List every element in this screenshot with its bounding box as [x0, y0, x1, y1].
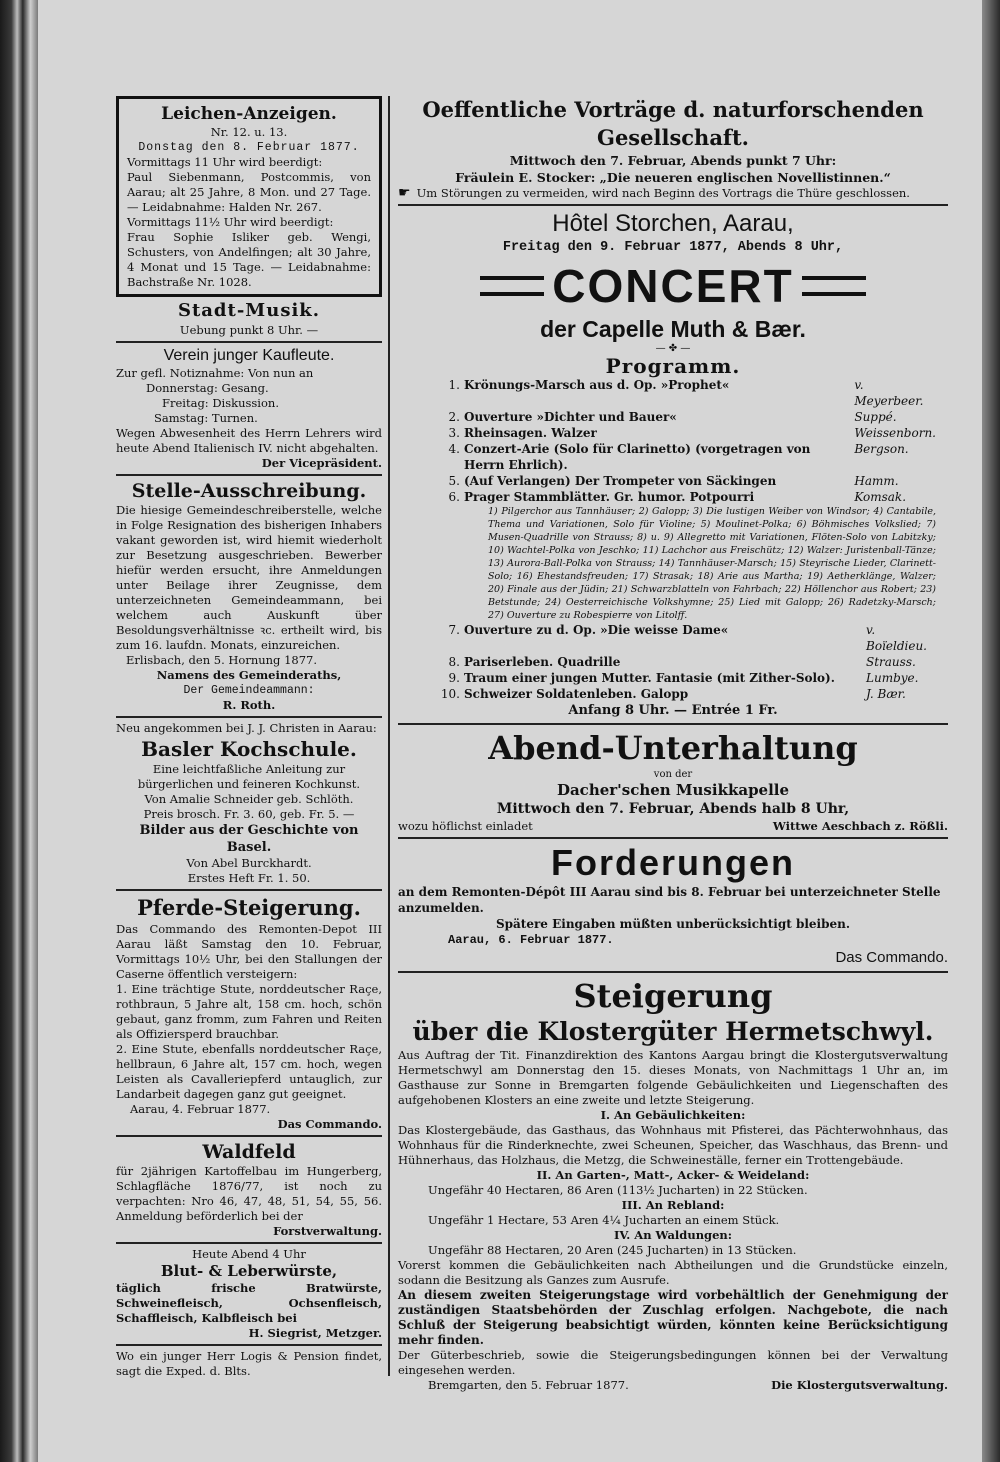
program-item-composer: Weissenborn. [854, 426, 936, 440]
program-item [438, 654, 938, 670]
leichen-time-2: Vormittags 11½ Uhr wird beerdigt: [127, 215, 334, 229]
vortrag-date: Mittwoch den 7. Februar, Abends punkt 7 Uhr: [509, 153, 837, 168]
concert-footer: Anfang 8 Uhr. — Entrée 1 Fr. [568, 703, 778, 718]
verein-sign: Der Vicepräsident. [261, 456, 382, 470]
steigerung-h1: I. An Gebäulichkeiten: [600, 1108, 746, 1122]
program-item-work: Rheinsagen. Walzer [464, 426, 597, 440]
verein-title: Verein junger Kaufleute. [163, 347, 335, 364]
program-item-work: Conzert-Arie (Solo für Clarinetto) (vorgetragen von Herrn Ehrlich). [464, 442, 811, 472]
steigerung-sub: über die Klostergüter Hermetschwyl. [412, 1017, 934, 1046]
pointing-hand-icon: ☛ [398, 185, 411, 201]
waldfeld-text: für 2jährigen Kartoffelbau im Hungerberg, Schlagfläche 1876/77, ist noch zu verpachten: Nro 46, 47, 48, 51, 54, 55, 56. Anmeldung beförderlich bei der [116, 1164, 382, 1223]
program-item [438, 686, 938, 702]
steigerung-bold: An diesem zweiten Steigerungstage wird vorbehältlich der Genehmigung der zuständigen Staatsbehörden der Zuschlag erfolgen. Nachgebote, die nach Schluß der Steigerung beabsichtigt würden, könnten keine Berücksichtigung mehr finden. [398, 1288, 948, 1347]
basler-intro: Neu angekommen bei J. J. Christen in Aarau: [116, 721, 377, 735]
leichen-anzeigen [116, 96, 382, 297]
program-item-composer: J. Bær. [866, 687, 906, 701]
steigerung-intro: Aus Auftrag der Tit. Finanzdirektion des Kantons Aargau bringt die Klostergutsverwaltung Hermetschwyl am Donnerstag den 15. dieses Monats, von Nachmittags 1 Uhr an, im Gasthause zur Sonne in Bremgarten folgende Gebäulichkeiten und Liegenschaften des aufgehobenen Klosters an eine zweite und letzte Steigerung. [398, 1048, 948, 1107]
program-item-number: 1. [448, 378, 460, 392]
verein-intro: Zur gefl. Notiznahme: Von nun an [116, 366, 314, 380]
concert-band: der Capelle Muth & Bær. [540, 316, 806, 342]
program-item-number: 3. [448, 426, 460, 440]
program-item-work: Ouverture zu d. Op. »Die weisse Dame« [464, 623, 729, 637]
program-item-work: Schweizer Soldatenleben. Galopp [464, 687, 689, 701]
program-item-composer: Bergson. [854, 442, 909, 456]
steigerung-t4: Ungefähr 88 Hectaren, 20 Aren (245 Jucharten) in 13 Stücken. [428, 1243, 797, 1257]
program-item [438, 670, 938, 686]
vortrag-title: Oeffentliche Vorträge d. naturforschenden Gesellschaft. [422, 97, 924, 150]
stelle-text: Die hiesige Gemeindeschreiberstelle, welche in Folge Resignation des bisherigen Inhabers vakant geworden ist, wird hiemit wiederholt zur Besetzung ausgeschrieben. Bewerber hiefür werden ersucht, ihre Anmeldungen unter Beilage ihrer Zeugnisse, dem unterzeichneten Gemeindeammann, bei welchem auch Auskunft über Besoldungsverhältnisse ꝛc. ertheilt wird, bis zum 16. laufdn. Monats, einzureichen. [116, 503, 382, 652]
basler-title: Basler Kochschule. [141, 737, 357, 761]
stelle-title: Stelle-Ausschreibung. [131, 480, 367, 502]
abend-left: wozu höflichst einladet [398, 819, 533, 833]
pferde-place: Aarau, 4. Februar 1877. [130, 1102, 271, 1116]
basler-author-2: Von Abel Burckhardt. [186, 856, 312, 870]
steigerung-t2: Ungefähr 40 Hectaren, 86 Aren (113½ Jucharten) in 22 Stücken. [428, 1183, 808, 1197]
program-item-work: (Auf Verlangen) Der Trompeter von Säckingen [464, 474, 777, 488]
leichen-time-1: Vormittags 11 Uhr wird beerdigt: [127, 155, 323, 169]
steigerung-t6: Der Güterbeschrieb, sowie die Steigerungsbedingungen können bei der Verwaltung eingesehen werden. [398, 1348, 948, 1377]
column-divider [388, 96, 390, 1376]
program-table-2 [438, 622, 938, 702]
basler-sub: Eine leichtfaßliche Anleitung zur bürgerlichen und feineren Kochkunst. [137, 762, 361, 791]
steigerung-h4: IV. An Waldungen: [613, 1228, 733, 1242]
forderungen-text-2: Spätere Eingaben müßten unberücksichtigt bleiben. [495, 917, 851, 931]
abend-von: von der [653, 769, 693, 780]
program-item-work: Ouverture »Dichter und Bauer« [464, 410, 677, 424]
program-item-number: 7. [448, 623, 460, 637]
stadtmusik-text: Uebung punkt 8 Uhr. — [179, 323, 319, 337]
steigerung-h2: II. An Garten-, Matt-, Acker- & Weideland: [536, 1168, 810, 1182]
waldfeld-title: Waldfeld [202, 1141, 296, 1163]
stelle-sign-3: R. Roth. [222, 698, 276, 712]
left-column [116, 96, 382, 1379]
program-item-composer: Suppé. [854, 410, 897, 424]
verein-text: Wegen Abwesenheit des Herrn Lehrers wird heute Abend Italienisch IV. nicht abgehalten. [116, 426, 382, 455]
basler-author: Von Amalie Schneider geb. Schlöth. [144, 792, 354, 806]
steigerung-h3: III. An Rebland: [621, 1198, 725, 1212]
program-item-composer: Strauss. [866, 655, 916, 669]
program-item [438, 622, 938, 654]
steigerung-t3: Ungefähr 1 Hectare, 53 Aren 4¼ Jucharten an einem Stück. [428, 1213, 780, 1227]
vortrag-note: Um Störungen zu vermeiden, wird nach Beginn des Vortrags die Thüre geschlossen. [416, 186, 910, 200]
verein-line-1: Donnerstag: Gesang. [146, 381, 269, 395]
concert-venue: Hôtel Storchen, Aarau, [552, 210, 794, 237]
steigerung-t5: Vorerst kommen die Gebäulichkeiten nach Abtheilungen und die Grundstücke einzeln, sodann die Besitzung als Ganzes zum Ausrufe. [398, 1258, 948, 1287]
program-item-composer: Komsak. [854, 490, 907, 504]
arrow-right-ornament [802, 276, 866, 296]
pferde-text: Das Commando des Remonten-Depot III Aarau läßt Samstag den 10. Februar, Vormittags 10½ Uhr, bei den Stallungen der Caserne öffentlich versteigern: [116, 922, 382, 981]
stadtmusik-title: Stadt-Musik. [177, 300, 321, 321]
concert-date: Freitag den 9. Februar 1877, Abends 8 Uhr, [502, 240, 844, 255]
leichen-date: Donstag den 8. Februar 1877. [138, 141, 360, 154]
wurst-sign: H. Siegrist, Metzger. [248, 1326, 382, 1340]
page-edge [982, 0, 1000, 1462]
wurst-text: täglich frische Bratwürste, Schweinefleisch, Ochsenfleisch, Schaffleisch, Kalbfleisch bei [116, 1281, 382, 1325]
program-item-number: 5. [448, 474, 460, 488]
forderungen-title: Forderungen [551, 842, 795, 883]
program-item [438, 489, 938, 505]
steigerung-sign: Die Klostergutsverwaltung. [771, 1378, 948, 1392]
basler-title-2: Bilder aus der Geschichte von Basel. [139, 823, 359, 855]
forderungen-place: Aarau, 6. Februar 1877. [448, 933, 614, 947]
program-table [438, 377, 938, 505]
logis-text: Wo ein junger Herr Logis & Pension findet, sagt die Exped. d. Blts. [116, 1349, 382, 1378]
leichen-title: Leichen-Anzeigen. [161, 104, 337, 124]
abend-title: Abend-Unterhaltung [488, 729, 858, 767]
program-item-composer: v. Meyerbeer. [854, 378, 924, 408]
steigerung-title: Steigerung [573, 977, 773, 1015]
pferde-title: Pferde-Steigerung. [137, 895, 361, 920]
program-item-number: 2. [448, 410, 460, 424]
vortrag-speaker: Fräulein E. Stocker: „Die neueren englischen Novellistinnen.“ [455, 170, 891, 185]
program-item [438, 425, 938, 441]
book-binding [0, 0, 38, 1462]
leichen-nr: Nr. 12. u. 13. [210, 125, 288, 139]
program-item-work: Traum einer jungen Mutter. Fantasie (mit Zither-Solo). [464, 671, 835, 685]
stelle-sign-2: Der Gemeindeammann: [183, 684, 315, 697]
waldfeld-sign: Forstverwaltung. [273, 1224, 382, 1238]
program-item [438, 473, 938, 489]
leichen-text-2: Frau Sophie Isliker geb. Wengi, Schusters, von Andelfingen; alt 30 Jahre, 4 Monat und 15 Tage. — Leidabnahme: Bachstraße Nr. 1028. [127, 230, 371, 289]
program-item [438, 377, 938, 409]
leichen-text-1: Paul Siebenmann, Postcommis, von Aarau; alt 25 Jahre, 8 Mon. und 27 Tage. — Leidabnahme: Halden Nr. 267. [127, 170, 371, 214]
basler-price: Preis brosch. Fr. 3. 60, geb. Fr. 5. — [143, 807, 355, 821]
basler-heft: Erstes Heft Fr. 1. 50. [187, 871, 311, 885]
abend-sign: Wittwe Aeschbach z. Rößli. [772, 819, 948, 833]
program-item-number: 10. [440, 687, 460, 701]
program-item-work: Krönungs-Marsch aus d. Op. »Prophet« [464, 378, 730, 392]
wurst-title: Blut- & Leberwürste, [160, 1262, 338, 1280]
verein-line-3: Samstag: Turnen. [154, 411, 258, 425]
pferde-item-2: 2. Eine Stute, ebenfalls norddeutscher Raçe, hellbraun, 6 Jahre alt, 157 cm. hoch, wegen Leisten als Cavalleriepferd untauglich, zur Landarbeit dagegen ganz gut geeignet. [116, 1042, 382, 1101]
concert-title: CONCERT [552, 260, 794, 312]
arrow-left-ornament [480, 276, 544, 296]
program-item-work: Prager Stammblätter. Gr. humor. Potpourri [464, 490, 755, 504]
pferde-sign: Das Commando. [277, 1117, 382, 1131]
program-item-number: 4. [448, 442, 460, 456]
program-item-number: 8. [448, 655, 460, 669]
pferde-item-1: 1. Eine trächtige Stute, norddeutscher Raçe, rothbraun, 5 Jahre alt, 158 cm. hoch, schön gebaut, ganz fromm, zum Fahren und Reiten als Offiziersperd brauchbar. [116, 982, 382, 1041]
program-title: Programm. [605, 354, 741, 378]
abend-band: Dacher'schen Musikkapelle [556, 781, 790, 799]
potpourri-list: 1) Pilgerchor aus Tannhäuser; 2) Galopp; 3) Die lustigen Weiber von Windsor; 4) Cantabile, Thema und Variationen, Solo für Violine; 5) Moulinet-Polka; 6) Böhmisches Volkslied; 7) Musen-Quadrille von Strauss; 8) u. 9) Allegretto mit Variationen, Flöten-Solo von Labitzky; 10) Wachtel-Polka von Jeschko; 11) Lachchor aus Freischütz; 12) Walzer: Juristenball-Tänze; 13) Aurora-Ball-Polka von Strauss; 14) Tannhäuser-Marsch; 15) Steyrische Lieder, Clarinett-Solo; 16) Ehestandsfreuden; 17) Strasak; 18) Arie aus Martha; 19) Aetherklänge, Walzer; 20) Finale aus der Jüdin; 21) Schwarzblatteln von Fahrbach; 22) Höllenchor aus Robert; 23) Betstunde; 24) Oesterreichische Volkshymne; 25) Lied mit Galopp; 26) Radetzky-Marsch; 27) Ouverture zu Robespierre von Litolff. [488, 506, 936, 621]
ornament-divider: — ✤ — [655, 343, 691, 354]
program-item-composer: Hamm. [854, 474, 899, 488]
right-column [398, 96, 948, 1393]
forderungen-sign: Das Commando. [835, 949, 948, 966]
steigerung-t1: Das Klostergebäude, das Gasthaus, das Wohnhaus mit Pfisterei, das Pächterwohnhaus, das Wohnhaus für die Rinderknechte, zwei Scheunen, Speicher, das Waschhaus, das Brenn- und Hühnerhaus, das Holzhaus, die Metzg, die Schweineställe, ferner ein Trottengebäude. [398, 1123, 948, 1167]
program-item-number: 6. [448, 490, 460, 504]
stelle-place: Erlisbach, den 5. Hornung 1877. [126, 653, 317, 667]
stelle-sign-1: Namens des Gemeinderaths, [156, 668, 342, 682]
abend-date: Mittwoch den 7. Februar, Abends halb 8 Uhr, [496, 801, 850, 817]
program-item-number: 9. [448, 671, 460, 685]
program-item-composer: Lumbye. [866, 671, 919, 685]
program-item [438, 441, 938, 473]
program-item-composer: v. Boïeldieu. [866, 623, 927, 653]
forderungen-text: an dem Remonten-Dépôt III Aarau sind bis 8. Februar bei unterzeichneter Stelle anzumelden. [398, 885, 941, 915]
program-item [438, 409, 938, 425]
wurst-intro: Heute Abend 4 Uhr [192, 1247, 306, 1261]
steigerung-place: Bremgarten, den 5. Februar 1877. [428, 1378, 629, 1392]
verein-line-2: Freitag: Diskussion. [162, 396, 279, 410]
program-item-work: Pariserleben. Quadrille [464, 655, 621, 669]
